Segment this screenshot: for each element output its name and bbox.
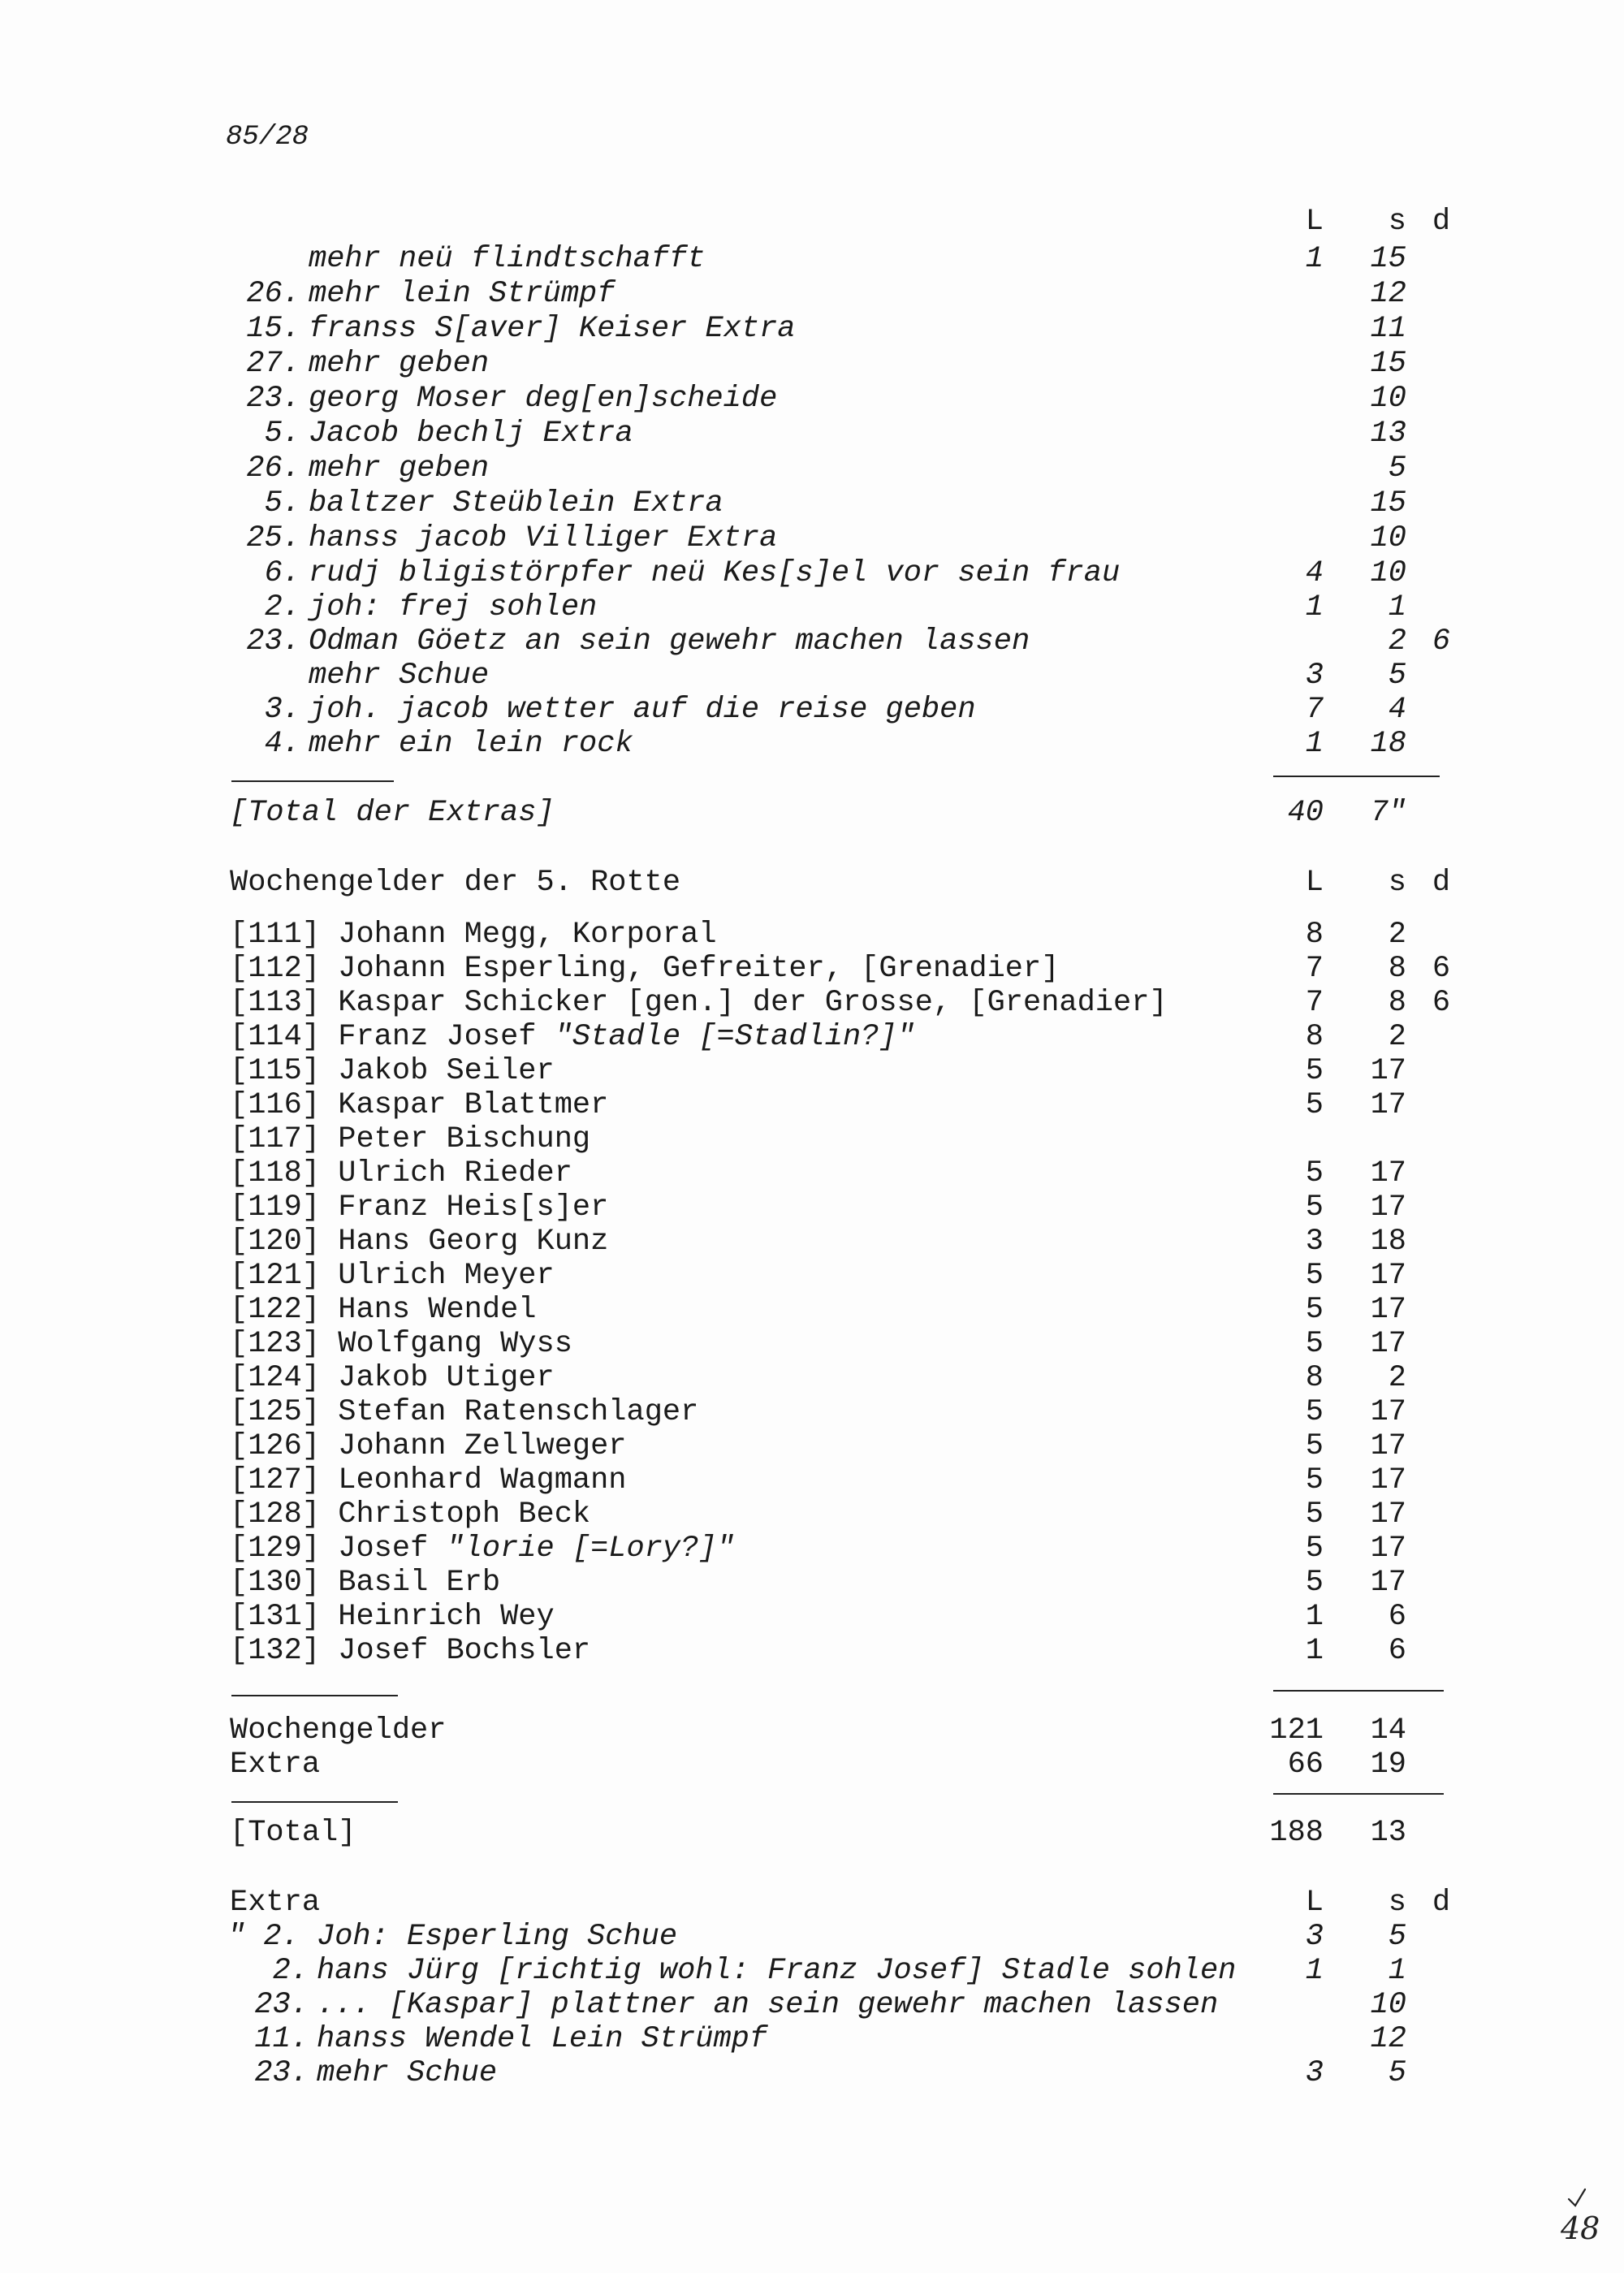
amount-s: 17 [1370,1497,1406,1532]
soldier-name: Leonhard Wagmann [338,1463,627,1497]
amount-s: 6 [1388,1634,1406,1668]
item-description: Joh: Esperling Schue [317,1920,678,1954]
column-d: d [1432,866,1451,900]
amount-s: 12 [1370,277,1406,311]
item-description: mehr Schue [317,2056,498,2090]
item-number: 26. [246,452,300,486]
divider [1273,1690,1444,1692]
amount-s: 17 [1370,1532,1406,1566]
soldier-name: Heinrich Wey [338,1600,555,1634]
divider [231,1801,398,1803]
item-description: baltzer Steüblein Extra [309,486,723,521]
amount-s: 1 [1388,1954,1406,1988]
amount-d: 6 [1432,624,1451,659]
amount-s: 1 [1388,590,1406,624]
amount-L: 5 [1305,1497,1324,1532]
column-s: s [1388,866,1406,900]
amount-s: 17 [1370,1429,1406,1463]
soldier-name: Franz Josef [338,1020,555,1054]
soldier-id: [124] [230,1361,321,1395]
subtotal-label: Extra [230,1748,321,1782]
amount-L: 5 [1305,1088,1324,1122]
amount-L: 3 [1305,1225,1324,1259]
list-item [0,986,1624,1020]
list-item [0,1361,1624,1395]
column-s: s [1388,205,1406,239]
amount-s: 15 [1370,486,1406,521]
amount-s: 10 [1370,521,1406,555]
list-item [0,1225,1624,1259]
section-title: Wochengelder der 5. Rotte [230,866,681,900]
soldier-name: Franz Heis[s]er [338,1191,609,1225]
column-d: d [1432,1886,1451,1920]
soldier-name: Josef Bochsler [338,1634,591,1668]
amount-s: 17 [1370,1566,1406,1600]
amount-L: 5 [1305,1327,1324,1361]
item-description: mehr geben [309,452,490,486]
amount-s: 11 [1370,312,1406,346]
list-item [0,693,1624,727]
list-item [0,1988,1624,2022]
item-number: 2. [264,590,300,624]
column-s: s [1388,1886,1406,1920]
soldier-name-note: "Stadle [=Stadlin?]" [554,1020,915,1054]
list-item [0,659,1624,693]
amount-s: 8 [1388,986,1406,1020]
item-number: 4. [264,727,300,761]
amount-s: 10 [1370,382,1406,416]
soldier-id: [117] [230,1122,321,1156]
soldier-id: [125] [230,1395,321,1429]
soldier-id: [114] [230,1020,321,1054]
item-number: 25. [246,521,300,555]
amount-L: 5 [1305,1429,1324,1463]
soldier-id: [129] [230,1532,321,1566]
item-number: 23. [246,624,300,659]
soldier-id: [123] [230,1327,321,1361]
amount-s: 12 [1370,2022,1406,2056]
subtotal-L: 121 [1269,1713,1324,1748]
amount-s: 2 [1388,624,1406,659]
amount-L: 8 [1305,1020,1324,1054]
list-item [0,1497,1624,1532]
column-L: L [1305,866,1324,900]
column-L: L [1305,1886,1324,1920]
list-item [0,1395,1624,1429]
list-item [0,1954,1624,1988]
amount-s: 10 [1370,1988,1406,2022]
amount-s: 5 [1388,659,1406,693]
amount-L: 8 [1305,918,1324,952]
item-description: hans Jürg [richtig wohl: Franz Josef] Stadle sohlen [317,1954,1237,1988]
amount-s: 15 [1370,242,1406,276]
soldier-id: [128] [230,1497,321,1532]
soldier-id: [111] [230,918,321,952]
grand-total-row [0,1816,1624,1850]
item-number: 26. [246,277,300,311]
list-item [0,1293,1624,1327]
soldier-id: [122] [230,1293,321,1327]
item-description: mehr lein Strümpf [309,277,615,311]
list-item [0,1191,1624,1225]
item-number: 23. [246,382,300,416]
item-description: mehr ein lein rock [309,727,633,761]
item-description: joh. jacob wetter auf die reise geben [309,693,976,727]
list-item [0,452,1624,486]
list-item [0,952,1624,986]
soldier-id: [119] [230,1191,321,1225]
amount-d: 6 [1432,952,1451,986]
amount-s: 17 [1370,1259,1406,1293]
section-title: Extra [230,1886,321,1920]
amount-L: 5 [1305,1293,1324,1327]
grand-total-label: [Total] [230,1816,356,1850]
item-description: Odman Göetz an sein gewehr machen lassen [309,624,1030,659]
subtotal-s: 14 [1370,1713,1406,1748]
amount-L: 5 [1305,1532,1324,1566]
soldier-name: Johann Zellweger [338,1429,627,1463]
soldier-name: Johann Megg, Korporal [338,918,717,952]
item-description: rudj bligistörpfer neü Kes[s]el vor sein frau [309,556,1121,590]
list-item [0,1463,1624,1497]
list-item [0,1566,1624,1600]
amount-s: 5 [1388,452,1406,486]
item-number: 2. [272,1954,309,1988]
subtotal-label: Wochengelder [230,1713,447,1748]
soldier-name: Hans Georg Kunz [338,1225,609,1259]
amount-L: 3 [1305,659,1324,693]
item-description: mehr geben [309,347,490,381]
item-number: 27. [246,347,300,381]
list-item [0,1600,1624,1634]
column-d: d [1432,205,1451,239]
item-number: 23. [254,2056,309,2090]
list-item [0,521,1624,555]
list-item [0,590,1624,624]
divider [231,1695,398,1696]
total-s: 7" [1370,796,1406,830]
list-item [0,486,1624,521]
soldier-name: Ulrich Rieder [338,1156,572,1191]
amount-L: 5 [1305,1191,1324,1225]
item-description: georg Moser deg[en]scheide [309,382,778,416]
soldier-id: [131] [230,1600,321,1634]
soldier-name: Ulrich Meyer [338,1259,555,1293]
list-item [0,727,1624,761]
item-description: mehr Schue [309,659,490,693]
item-description: hanss jacob Villiger Extra [309,521,778,555]
list-item [0,1122,1624,1156]
soldier-id: [120] [230,1225,321,1259]
amount-s: 5 [1388,1920,1406,1954]
item-description: mehr neü flindtschafft [309,242,706,276]
subtotal-row [0,1713,1624,1748]
amount-L: 1 [1305,242,1324,276]
section-header-row [0,866,1624,900]
item-number: 5. [264,417,300,451]
list-item [0,1054,1624,1088]
amount-s: 2 [1388,1020,1406,1054]
amount-L: 5 [1305,1054,1324,1088]
soldier-name: Kaspar Schicker [gen.] der Grosse, [Grenadier] [338,986,1168,1020]
amount-s: 8 [1388,952,1406,986]
amount-s: 5 [1388,2056,1406,2090]
item-number: 6. [264,556,300,590]
amount-L: 1 [1305,727,1324,761]
soldier-name: Christoph Beck [338,1497,591,1532]
amount-s: 18 [1370,727,1406,761]
amount-s: 13 [1370,417,1406,451]
amount-L: 5 [1305,1463,1324,1497]
soldier-name: Josef [338,1532,447,1566]
divider [1273,776,1440,777]
amount-s: 18 [1370,1225,1406,1259]
amount-L: 5 [1305,1566,1324,1600]
grand-total-s: 13 [1370,1816,1406,1850]
subtotal-s: 19 [1370,1748,1406,1782]
soldier-name-note: "lorie [=Lory?]" [446,1532,735,1566]
soldier-name: Wolfgang Wyss [338,1327,572,1361]
amount-L: 8 [1305,1361,1324,1395]
list-item [0,1020,1624,1054]
soldier-id: [115] [230,1054,321,1088]
soldier-id: [113] [230,986,321,1020]
page-number: 85/28 [226,122,309,153]
soldier-id: [116] [230,1088,321,1122]
subtotal-row [0,1748,1624,1782]
amount-L: 1 [1305,1600,1324,1634]
subtotal-L: 66 [1287,1748,1324,1782]
item-description: joh: frej sohlen [309,590,598,624]
amount-s: 17 [1370,1156,1406,1191]
soldier-name: Basil Erb [338,1566,501,1600]
item-number: " 2. [227,1920,300,1954]
list-item [0,1532,1624,1566]
amount-s: 4 [1388,693,1406,727]
soldier-name: Peter Bischung [338,1122,591,1156]
item-number: 23. [254,1988,309,2022]
amount-s: 2 [1388,918,1406,952]
soldier-id: [121] [230,1259,321,1293]
amount-L: 7 [1305,952,1324,986]
item-number: 3. [264,693,300,727]
list-item [0,1156,1624,1191]
amount-d: 6 [1432,986,1451,1020]
handwritten-page-mark: 48 [1561,2210,1600,2246]
item-description: ... [Kaspar] plattner an sein gewehr machen lassen [317,1988,1219,2022]
list-item [0,1920,1624,1954]
list-item [0,347,1624,381]
amount-L: 5 [1305,1156,1324,1191]
amount-s: 17 [1370,1088,1406,1122]
amount-s: 17 [1370,1054,1406,1088]
list-item [0,1259,1624,1293]
soldier-id: [130] [230,1566,321,1600]
soldier-id: [132] [230,1634,321,1668]
soldier-name: Jakob Seiler [338,1054,555,1088]
amount-s: 17 [1370,1327,1406,1361]
list-item [0,1088,1624,1122]
item-description: Jacob bechlj Extra [309,417,633,451]
section-header-row [0,1886,1624,1920]
extras-total-row [0,796,1624,830]
column-header [0,205,1624,239]
list-item [0,624,1624,659]
amount-s: 6 [1388,1600,1406,1634]
amount-L: 1 [1305,1954,1324,1988]
amount-L: 5 [1305,1259,1324,1293]
column-L: L [1305,205,1324,239]
item-number: 15. [246,312,300,346]
amount-L: 3 [1305,1920,1324,1954]
list-item [0,1634,1624,1668]
list-item [0,2056,1624,2090]
list-item [0,2022,1624,2056]
divider [1273,1793,1444,1795]
amount-s: 17 [1370,1463,1406,1497]
total-L: 40 [1287,796,1324,830]
list-item [0,918,1624,952]
divider [231,780,394,782]
soldier-name: Jakob Utiger [338,1361,555,1395]
soldier-id: [112] [230,952,321,986]
amount-s: 17 [1370,1395,1406,1429]
amount-L: 3 [1305,2056,1324,2090]
amount-s: 10 [1370,556,1406,590]
list-item [0,382,1624,416]
amount-L: 1 [1305,590,1324,624]
amount-s: 17 [1370,1293,1406,1327]
soldier-id: [126] [230,1429,321,1463]
amount-L: 4 [1305,556,1324,590]
soldier-name: Kaspar Blattmer [338,1088,609,1122]
amount-L: 1 [1305,1634,1324,1668]
amount-L: 7 [1305,986,1324,1020]
total-label: [Total der Extras] [230,796,555,830]
item-description: franss S[aver] Keiser Extra [309,312,796,346]
list-item [0,277,1624,311]
soldier-name: Johann Esperling, Gefreiter, [Grenadier] [338,952,1060,986]
soldier-id: [127] [230,1463,321,1497]
item-description: hanss Wendel Lein Strümpf [317,2022,768,2056]
grand-total-L: 188 [1269,1816,1324,1850]
list-item [0,242,1624,276]
amount-L: 5 [1305,1395,1324,1429]
item-number: 5. [264,486,300,521]
soldier-id: [118] [230,1156,321,1191]
amount-L: 7 [1305,693,1324,727]
list-item [0,556,1624,590]
amount-s: 15 [1370,347,1406,381]
amount-s: 17 [1370,1191,1406,1225]
list-item [0,312,1624,346]
soldier-name: Hans Wendel [338,1293,537,1327]
item-number: 11. [254,2022,309,2056]
list-item [0,417,1624,451]
amount-s: 2 [1388,1361,1406,1395]
list-item [0,1429,1624,1463]
soldier-name: Stefan Ratenschlager [338,1395,699,1429]
list-item [0,1327,1624,1361]
